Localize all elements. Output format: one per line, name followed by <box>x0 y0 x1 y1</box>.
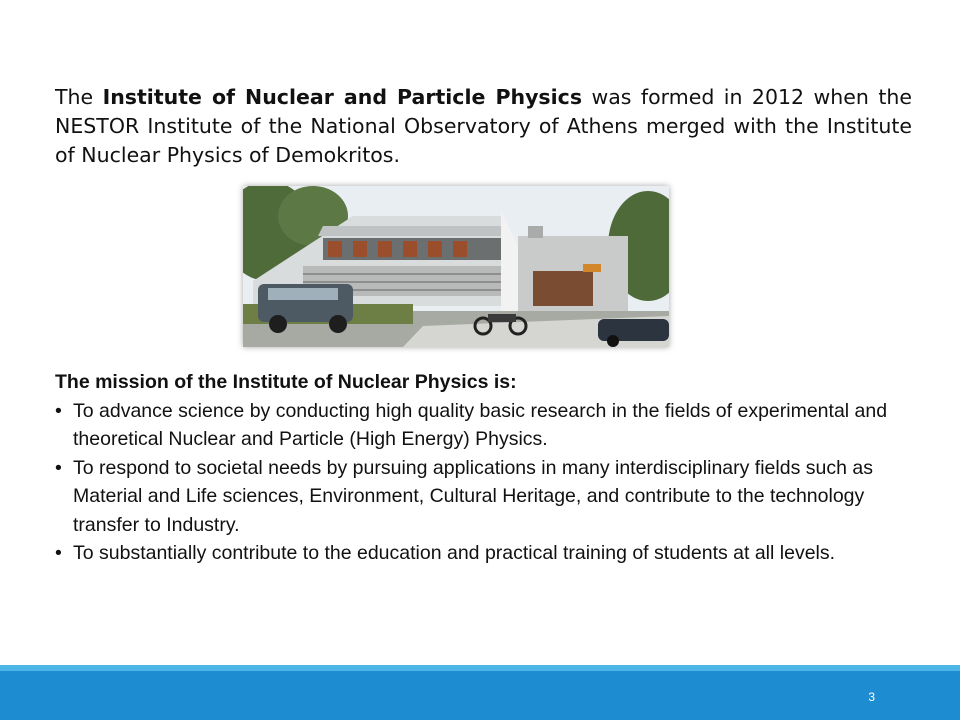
footer-bar <box>0 665 960 720</box>
bullet-icon: • <box>55 542 62 564</box>
footer-stripe <box>0 665 960 671</box>
building-illustration <box>243 186 669 347</box>
bullet-icon: • <box>55 456 62 479</box>
mission-list <box>55 397 915 568</box>
intro-suffix: was formed in 2012 when the NESTOR Institute of the National Observatory of Athens merged with the Institute of Nuclear Physics of Demokritos. <box>55 85 912 167</box>
intro-paragraph <box>55 83 912 170</box>
institute-name: Institute of Nuclear and Particle Physics <box>102 85 583 109</box>
mission-item-text: To advance science by conducting high quality basic research in the fields of experimental and theoretical Nuclear and Particle (High Energy) Physics. <box>73 399 888 450</box>
list-item <box>55 539 915 568</box>
mission-item-text: To substantially contribute to the education and practical training of students at all levels. <box>73 542 836 564</box>
mission-section <box>55 368 915 568</box>
bullet-icon: • <box>55 399 62 422</box>
list-item <box>55 397 915 454</box>
mission-item-text: To respond to societal needs by pursuing applications in many interdisciplinary fields such as Material and Life sciences, Environment, Cultural Heritage, and contribute to the technology transfer to Industry. <box>73 456 873 536</box>
page-number: 3 <box>868 690 875 704</box>
mission-heading: The mission of the Institute of Nuclear Physics is: <box>55 371 517 393</box>
list-item <box>55 454 915 540</box>
institute-building-photo <box>243 186 669 347</box>
intro-prefix: The <box>55 85 103 109</box>
